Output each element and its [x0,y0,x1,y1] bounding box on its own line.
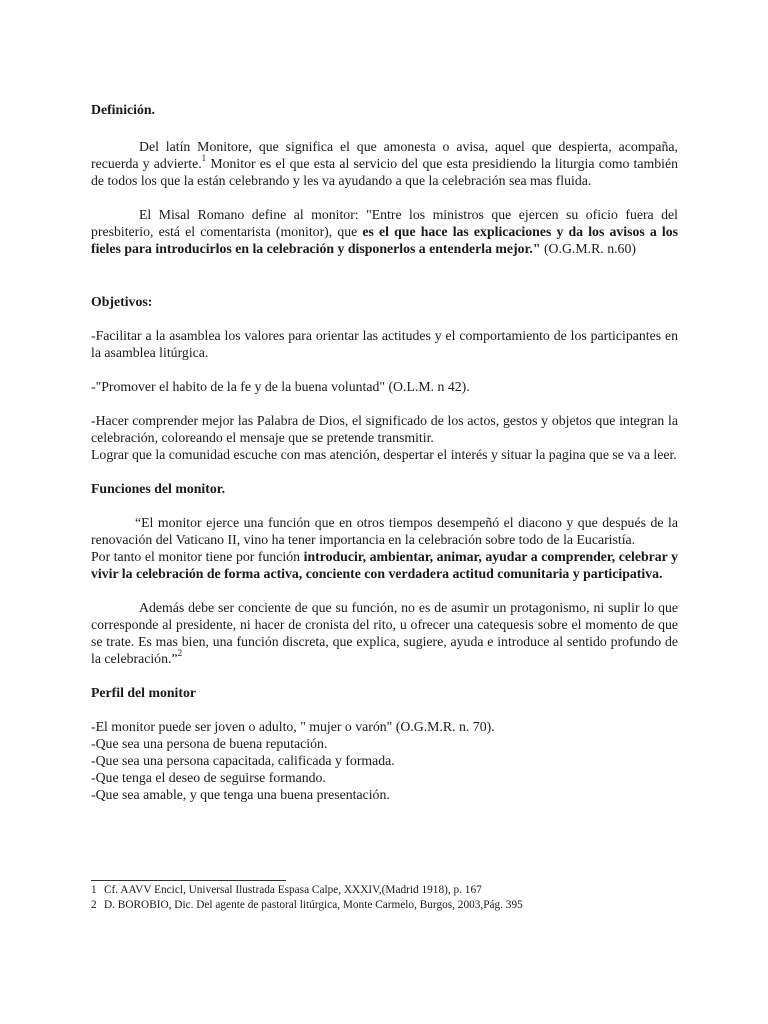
footnote-ref-1: 1 [201,153,207,164]
definicion-p2-citation: (O.G.M.R. n.60) [540,241,636,256]
heading-objetivos: Objetivos: [91,294,153,309]
perfil-item: -Que sea amable, y que tenga una buena presentación. [91,787,390,802]
definicion-p1-rest: Monitor es el que esta al servicio del que esta presidiendo la liturgia como también de todos los que la están celebrando y les va ayudando a que la celebración sea mas fluida. [91,156,678,188]
funciones-paragraph-1: “El monitor ejerce una función que en otros tiempos desempeñó el diacono y que después de la renovación del Vaticano II, vino ha tener importancia en la celebración sobre todo de la Eucaristía. [91,515,678,547]
footnote-2 [91,898,678,913]
funciones-p2-text: Por tanto el monitor tiene por función [91,549,304,564]
funciones-paragraph-3 [91,599,678,667]
heading-perfil: Perfil del monitor [91,685,196,700]
perfil-item: -Que sea una persona capacitada, calificada y formada. [91,753,395,768]
perfil-item: -Que tenga el deseo de seguirse formando. [91,770,326,785]
funciones-p3-text: Además debe ser conciente de que su función, no es de asumir un protagonismo, ni suplir lo que corresponde al presidente, ni hacer de cronista del rito, u ofrecer una catequesis sobre el momento de que se trate. Es mas bien, una función discreta, que explica, sugiere, ayuda e introduce al sentido profundo de la celebración.” [91,600,678,666]
funciones-p2-bold: introducir, ambientar, animar, ayudar a comprender, celebrar y vivir la celebración de forma activa, conciente con verdadera actitud comunitaria y participativa. [91,549,678,581]
footnote-1 [91,883,678,898]
definicion-p2-text: El Misal Romano define al monitor: "Entre los ministros que ejercen su oficio fuera del presbiterio, está el comentarista (monitor), que [91,207,678,239]
footnote-number: 1 [91,884,97,896]
footnote-separator [91,880,286,881]
heading-definicion: Definición. [91,102,155,117]
footnote-text: Cf. AAVV Encicl, Universal Ilustrada Espasa Calpe, XXXIV,(Madrid 1918), p. 167 [104,884,482,896]
objetivos-paragraph-4: Lograr que la comunidad escuche con mas atención, despertar el interés y situar la pagina que se va a leer. [91,447,677,462]
objetivos-paragraph-1: -Facilitar a la asamblea los valores para orientar las actitudes y el comportamiento de los participantes en la asamblea litúrgica. [91,328,678,360]
perfil-item: -Que sea una persona de buena reputación. [91,736,328,751]
objetivos-paragraph-2: -"Promover el habito de la fe y de la buena voluntad" (O.L.M. n 42). [91,379,470,394]
definicion-paragraph-1 [91,138,678,189]
definicion-paragraph-2 [91,206,678,257]
definicion-p2-bold: es el que hace las explicaciones y da los avisos a los fieles para introducirlos en la celebración y disponerlos a entenderla mejor." [91,224,678,256]
document-body [91,101,678,803]
footnote-text: D. BOROBIO, Dic. Del agente de pastoral litúrgica, Monte Carmelo, Burgos, 2003,Pág. 395 [104,899,523,911]
perfil-list [91,718,678,803]
footnotes [91,880,678,913]
heading-funciones: Funciones del monitor. [91,481,226,496]
perfil-item: -El monitor puede ser joven o adulto, " mujer o varón" (O.G.M.R. n. 70). [91,719,495,734]
funciones-paragraph-2 [91,548,678,582]
objetivos-paragraph-3: -Hacer comprender mejor las Palabra de Dios, el significado de los actos, gestos y objetos que integran la celebración, coloreando el mensaje que se pretende transmitir. [91,413,678,445]
definicion-p1-text: Del latín Monitore, que significa el que amonesta o avisa, aquel que despierta, acompaña, recuerda y advierte. [91,139,678,171]
footnote-number: 2 [91,899,97,911]
footnote-ref-2: 2 [177,648,183,659]
